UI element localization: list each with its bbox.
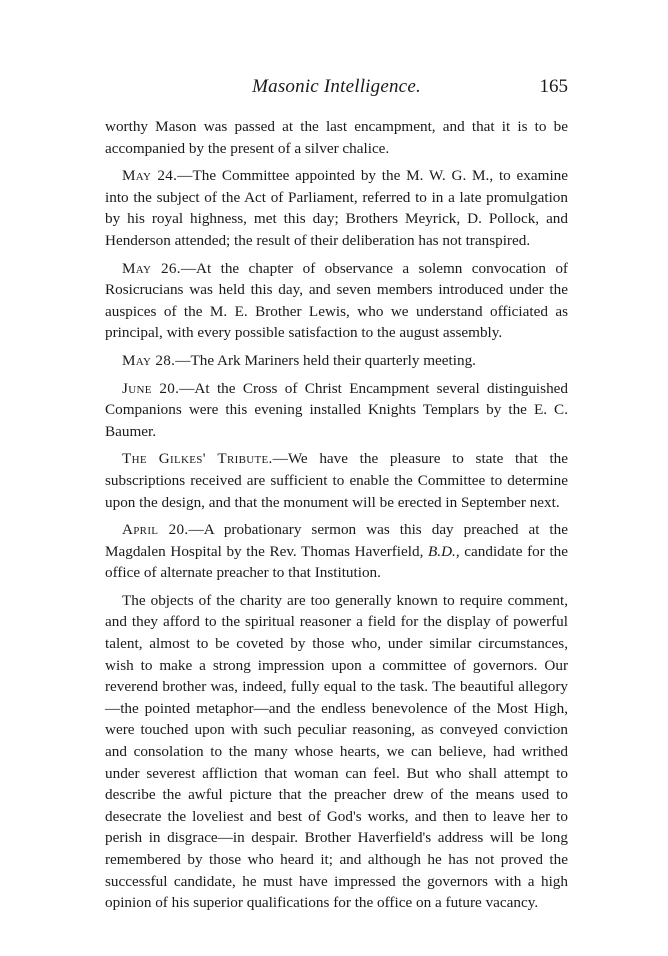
paragraph-text: —The Committee appointed by the M. W. G. M., to examine into the subject of the Act of Parliament, referred to in a late promulgation by his royal highness, met this day; Brothers Meyrick, D. Pollock, and Henderson attended; the result of their deliberation has not transpired. [105, 167, 568, 249]
entry-date: May 24. [122, 167, 178, 185]
paragraph-text: —At the chapter of observance a solemn convocation of Rosicrucians was held this day, and seven members introduced under the auspices of the M. E. Brother Lewis, who we understand officiated as principal, with every possible satisfaction to the august assembly. [105, 259, 568, 342]
entry-may-24 [105, 165, 568, 251]
paragraph-text: —The Ark Mariners held their quarterly meeting. [175, 351, 476, 369]
entry-may-26 [105, 258, 568, 344]
entry-date: May 28. [122, 351, 176, 369]
paragraph-text: The objects of the charity are too generally known to require comment, and they afford to the spiritual reasoner a field for the display of powerful talent, almost to be coveted by those who, under similar circumstances, wish to make a strong impression upon a committee of governors. Our reverend brother was, indeed, fully equal to the task. The beautiful allegory—the pointed metaphor—and the endless benevolence of the Most High, were touched upon with such peculiar reasoning, as conveyed conviction and consolation to the many whose hearts, we can believe, had writhed under severest affliction that woman can feel. But who shall attempt to describe the awful picture that the preacher drew of the means used to desecrate the loveliest and best of God's works, and then to leave her to perish in disgrace—in despair. Brother Haverfield's address will be long remembered by those who heard it; and although he has not proved the successful candidate, he must have impressed the governors with a high opinion of his superior qualifications for the office on a future vacancy. [105, 591, 568, 912]
entry-gilkes-tribute [105, 448, 568, 513]
sermon-report-paragraph [105, 590, 568, 914]
entry-date: June 20. [122, 379, 180, 397]
paragraph-text: worthy Mason was passed at the last encampment, and that it is to be accompanied by the present of a silver chalice. [105, 118, 568, 157]
entry-june-20 [105, 378, 568, 443]
entry-date: May 26. [122, 259, 181, 277]
body-text [105, 116, 568, 914]
paragraph-text: —A probationary sermon was this day preached at the Magdalen Hospital by the Rev. Thomas Haverfield, [105, 521, 568, 560]
entry-may-28 [105, 350, 568, 372]
entry-heading: The Gilkes' Tribute. [122, 450, 273, 468]
page-number: 165 [539, 76, 568, 97]
entry-april-20 [105, 519, 568, 584]
paragraph-text: —At the Cross of Christ Encampment several distinguished Companions were this evening installed Knights Templars by the E. C. Baumer. [105, 379, 568, 440]
entry-date: April 20. [122, 521, 189, 539]
running-title: Masonic Intelligence. [252, 76, 421, 97]
paragraph-text: , candidate for the office of alternate preacher to that Institution. [105, 542, 568, 582]
paragraph-text: —We have the pleasure to state that the subscriptions received are sufficient to enable the Committee to determine upon the design, and that the monument will be erected in September next. [105, 450, 568, 511]
page-header [105, 76, 568, 108]
paragraph-continuation [105, 116, 568, 159]
degree-abbreviation: B.D. [428, 542, 456, 560]
